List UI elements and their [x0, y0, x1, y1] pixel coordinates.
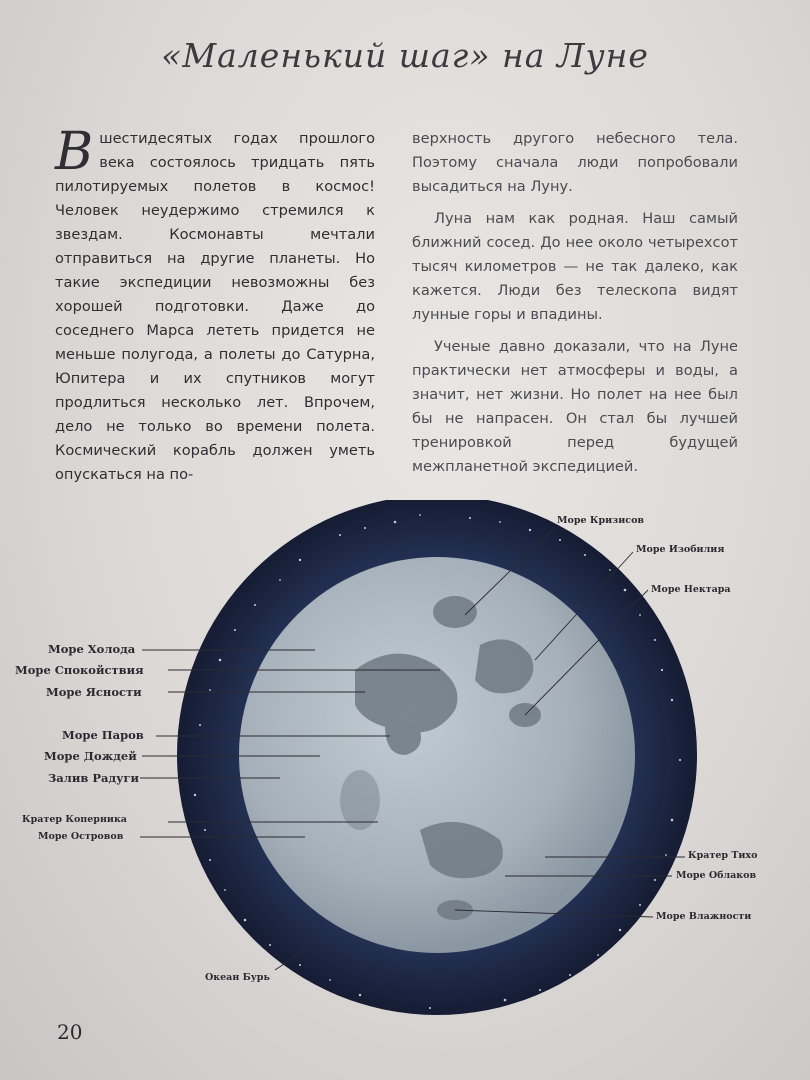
page-number: 20: [57, 1020, 83, 1044]
label-sea-of-vapors: Море Паров: [62, 728, 144, 742]
label-sea-of-cold: Море Холода: [48, 642, 136, 656]
label-bay-of-rainbows: Залив Радуги: [48, 771, 140, 785]
label-copernicus-crater: Кратер Коперника: [22, 814, 127, 825]
label-sea-of-serenity: Море Ясности: [46, 685, 142, 699]
paragraph-moon-science: Ученые давно доказали, что на Луне практически нет атмосферы и воды, а значит, нет жизни. Но полет на нее был бы не напрасен. Он стал бы лучшей тренировкой перед будущей межпланетной экспедицией.: [412, 338, 738, 475]
label-sea-of-nectar: Море Нектара: [651, 584, 731, 595]
paragraph-text: шестидесятых годах прошлого века состоялось тридцать пять пилотируемых полетов в космос! Человек неудержимо стремился к звездам. Космонавты мечтали отправиться на другие планеты. Но такие экспедиции невозможны без хорошей подготовки. Даже до соседнего Марса лететь придется не меньше полугода, а полеты до Сатурна, Юпитера и их спутников могут продлиться несколько лет. Впрочем, дело не только во времени полета. Космический корабль должен уметь опускаться на по-: [55, 130, 375, 483]
paragraph-moon-neighbor: Луна нам как родная. Наш самый ближний сосед. До нее около четырехсот тысяч километров — не так далеко, как кажется. Люди без телескопа видят лунные горы и впадины.: [412, 210, 738, 323]
text-column-left: [55, 122, 375, 487]
moon-illustration: [0, 500, 810, 1020]
label-sea-of-crises: Море Кризисов: [557, 515, 645, 526]
label-ocean-of-storms: Океан Бурь: [205, 972, 270, 983]
label-sea-of-rains: Море Дождей: [44, 749, 137, 763]
label-sea-of-moisture: Море Влажности: [656, 911, 752, 922]
label-sea-of-tranquility: Море Спокойствия: [15, 663, 144, 677]
drop-cap: В: [55, 122, 94, 182]
paragraph-continuation: верхность другого небесного тела. Поэтому сначала люди попробовали высадиться на Луну.: [412, 130, 738, 195]
label-sea-of-clouds: Море Облаков: [676, 870, 757, 881]
page-title: «Маленький шаг» на Луне: [161, 36, 649, 75]
text-column-right: [412, 127, 738, 479]
label-tycho-crater: Кратер Тихо: [688, 850, 758, 861]
label-sea-of-fertility: Море Изобилия: [636, 544, 725, 555]
label-sea-of-islands: Море Островов: [38, 831, 124, 842]
